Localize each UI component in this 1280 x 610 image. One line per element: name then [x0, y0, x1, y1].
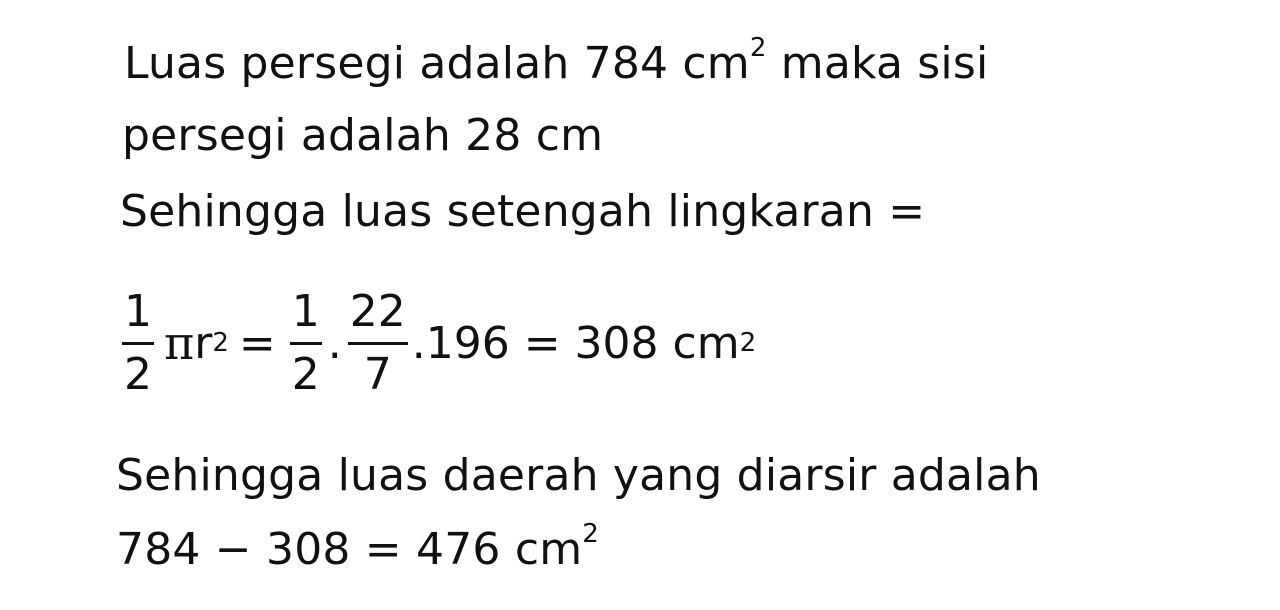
line1-prefix: Luas persegi adalah 784 cm [124, 38, 750, 89]
line6-prefix: 784 − 308 = 476 cm [116, 524, 583, 575]
fraction-one-half-a [122, 287, 154, 400]
fraction-numerator: 1 [291, 285, 320, 337]
statement-line-3 [120, 186, 925, 238]
fraction-numerator: 22 [349, 285, 406, 337]
line5-text: Sehingga luas daerah yang diarsir adalah [116, 450, 1041, 501]
fraction-bar [348, 342, 408, 345]
line1-suffix: maka sisi [766, 38, 989, 89]
statement-line-1 [124, 33, 989, 90]
equals-sign: = [238, 317, 276, 369]
statement-line-6 [116, 519, 600, 576]
formula-result: .196 = 308 cm [411, 317, 740, 369]
line6-exponent: 2 [582, 519, 600, 549]
line1-exponent: 2 [749, 33, 767, 63]
fraction-twenty-two-sevenths [348, 287, 408, 400]
statement-line-5 [116, 450, 1041, 502]
fraction-one-half-b [290, 287, 322, 400]
pi-symbol: π [164, 316, 195, 370]
fraction-denominator: 2 [124, 348, 152, 400]
fraction-denominator: 2 [291, 348, 320, 400]
half-circle-area-formula: $\frac{1}{2}$ π r 2 = $\frac{1}{2}$ . $\frac{22}{7}$ .196 = 308 cm 2 [124, 285, 757, 400]
line3-text: Sehingga luas setengah lingkaran = [120, 186, 926, 237]
multiplication-dot: . [327, 317, 342, 369]
fraction-numerator: 1 [124, 285, 152, 337]
fraction-denominator: 7 [363, 348, 392, 400]
statement-line-2 [122, 110, 603, 162]
fraction-bar [122, 342, 154, 345]
radius-variable: r [194, 317, 213, 369]
fraction-bar [290, 342, 322, 345]
line2-text: persegi adalah 28 cm [122, 110, 604, 161]
